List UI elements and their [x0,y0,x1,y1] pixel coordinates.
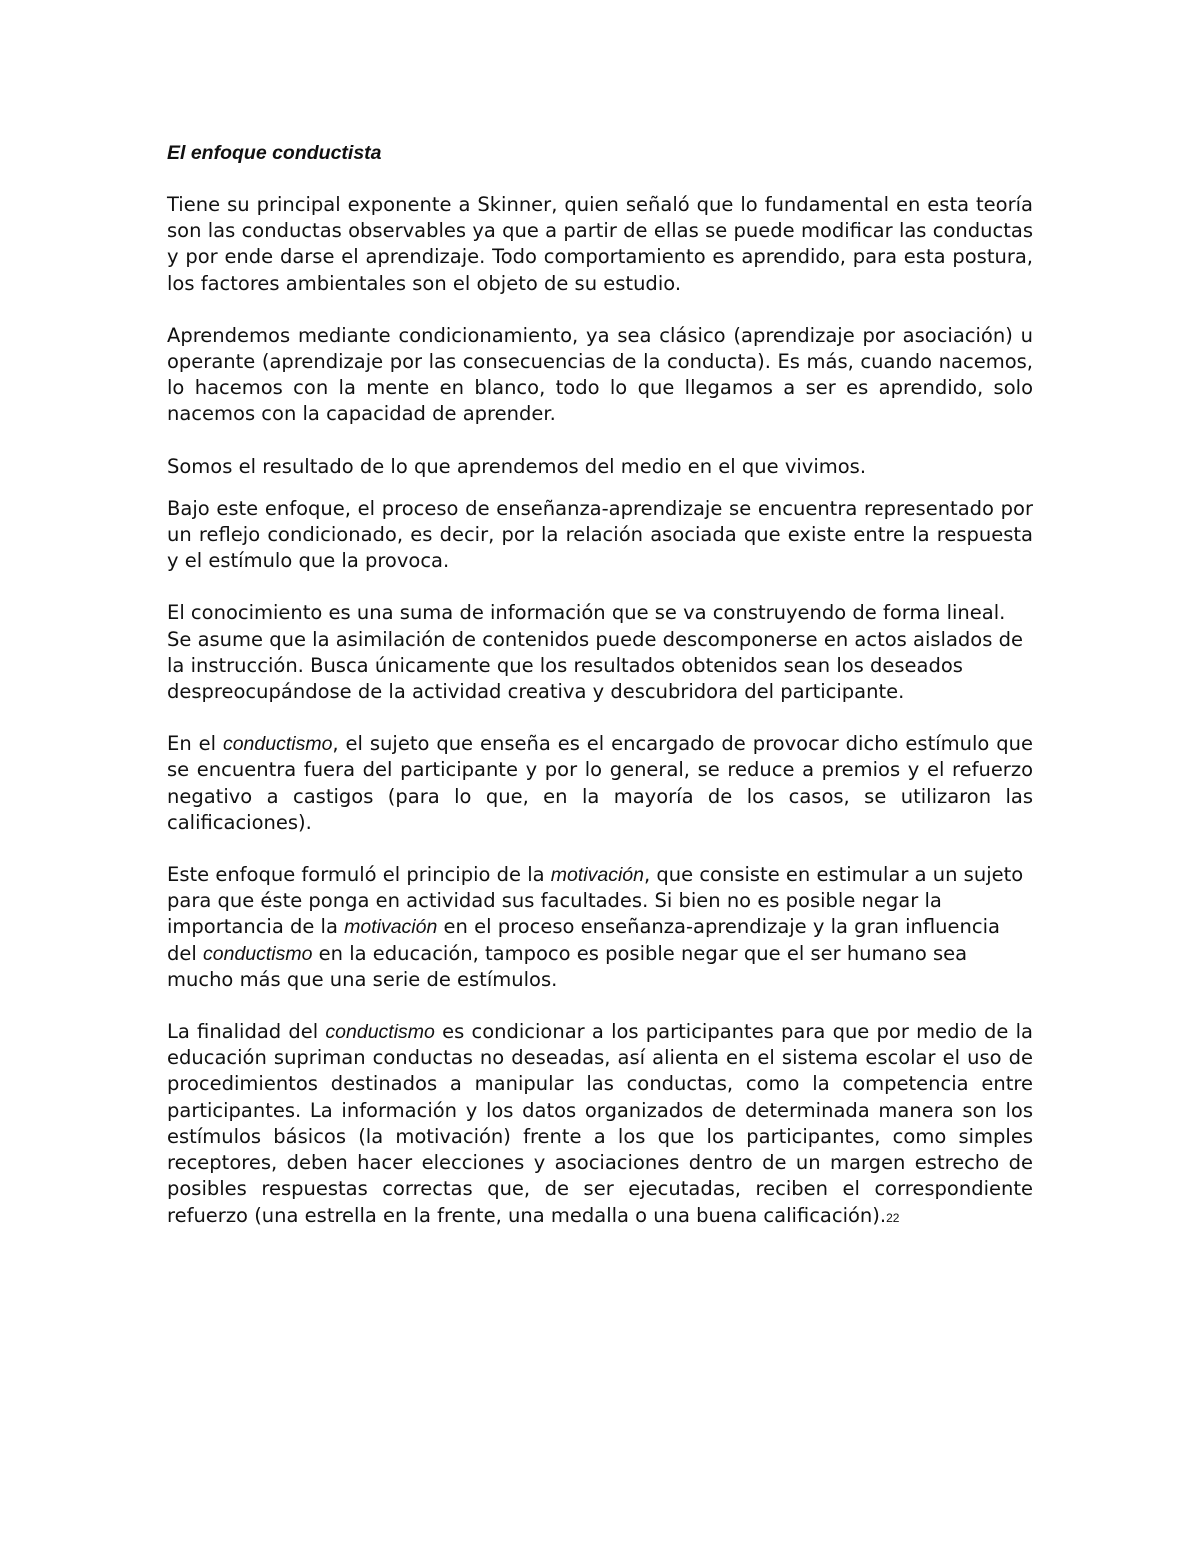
paragraph-finalidad [167,1019,1033,1231]
text-run: es condicionar a los participantes para que por medio de la educación supriman conductas no deseadas, así alienta en el sistema escolar el uso de procedimientos destinados a manipular las conductas, como la competencia entre participantes. La información y los datos organizados de determinada manera son los estímulos básicos (la motivación) frente a los que los participantes, como simples receptores, deben hacer elecciones y asociaciones dentro de un margen estrecho de posibles respuestas correctas que, de ser ejecutadas, reciben el correspondiente refuerzo (una estrella en la frente, una medalla o una buena calificación). [167,1020,1033,1227]
text-run: , que consiste en estimular a un sujeto para que éste ponga en actividad sus facultades. Si bien no es posible negar la importancia de la [167,863,1024,939]
term-conductismo: conductismo [325,1021,435,1044]
paragraph-resultado: Somos el resultado de lo que aprendemos del medio en el que vivimos. [167,454,867,478]
term-conductismo: conductismo [222,733,333,756]
paragraph-conocimiento: El conocimiento es una suma de información que se va construyendo de forma lineal. Se asume que la asimilación de contenidos puede descomponerse en actos aislados de la instrucción. Busca únicamente que los resultados obtenidos sean los deseados despreocupándose de la actividad creativa y descubridora del participante. [167,601,1023,704]
text-run: La finalidad del [167,1020,326,1044]
text-run: , el sujeto que enseña es el encargado de provocar dicho estímulo que se encuentra fuera del participante y por lo general, se reduce a premios y el refuerzo negativo a castigos (para lo que, en la mayoría de los casos, se utilizaron las calificaciones). [167,732,1033,834]
text-run: En el [167,732,223,756]
term-motivacion: motivación [550,864,644,887]
term-motivacion: motivación [344,916,438,939]
paragraph-ensenanza: Bajo este enfoque, el proceso de enseñanza-aprendizaje se encuentra representado por un reflejo condicionado, es decir, por la relación asociada que existe entre la respuesta y el estímulo que la provoca. [167,496,1033,573]
paragraph-motivacion [167,862,1033,993]
document-body [167,140,1033,1257]
footnote-reference: 22 [886,1210,900,1225]
section-title: El enfoque conductista [167,142,382,164]
term-conductismo: conductismo [203,942,313,965]
paragraph-skinner: Tiene su principal exponente a Skinner, quien señaló que lo fundamental en esta teoría son las conductas observables ya que a partir de ellas se puede modificar las conductas y por ende darse el aprendizaje. Todo comportamiento es aprendido, para esta postura, los factores ambientales son el objeto de su estudio. [167,193,1033,295]
text-run: en la educación, tampoco es posible negar que el ser humano sea mucho más que una serie de estímulos. [167,941,968,991]
text-run: en el proceso enseñanza-aprendizaje y la gran influencia del [167,915,1000,965]
paragraph-condicionamiento: Aprendemos mediante condicionamiento, ya sea clásico (aprendizaje por asociación) u operante (aprendizaje por las consecuencias de la conducta). Es más, cuando nacemos, lo hacemos con la mente en blanco, todo lo que llegamos a ser es aprendido, solo nacemos con la capacidad de aprender. [167,323,1033,426]
paragraph-sujeto [167,731,1033,836]
text-run: Este enfoque formuló el principio de la [167,863,551,887]
